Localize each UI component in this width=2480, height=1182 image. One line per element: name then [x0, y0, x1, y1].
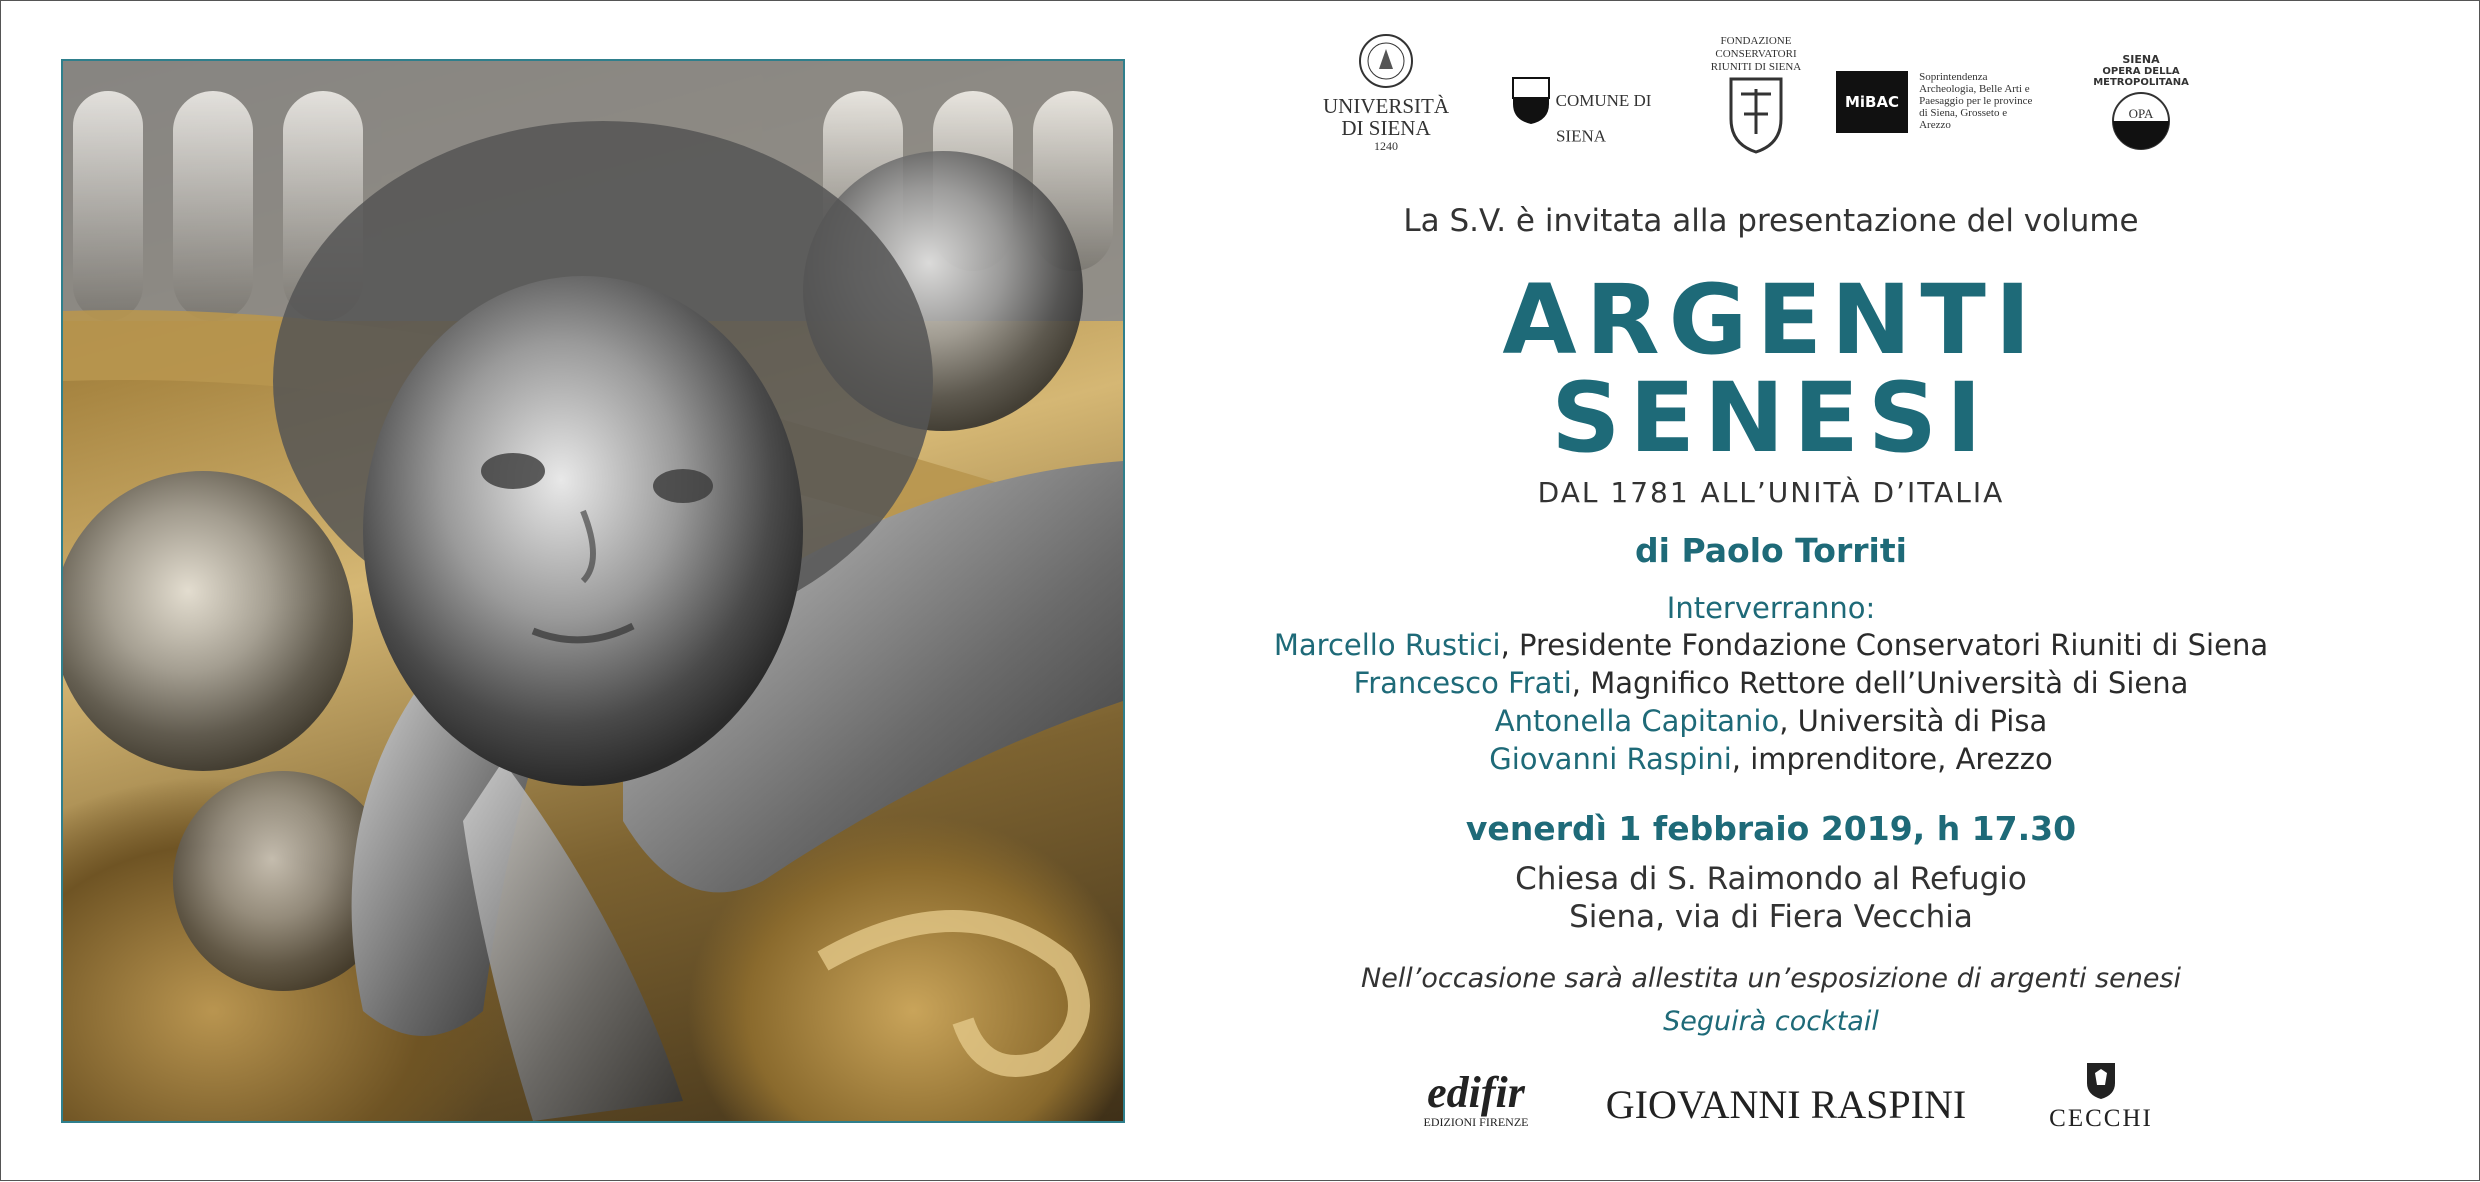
shield-icon	[1511, 76, 1551, 126]
book-title-line2: SENESI	[1551, 362, 1991, 474]
exhibition-note: Nell’occasione sarà allestita un’esposizione di argenti senesi	[1361, 963, 2181, 994]
speaker-role: , Magnifico Rettore dell’Università di Siena	[1571, 666, 2189, 700]
venue-address: Siena, via di Fiera Vecchia	[1569, 899, 1973, 935]
speaker-name: Marcello Rustici	[1273, 628, 1501, 662]
university-seal-icon	[1351, 31, 1421, 91]
venue-name: Chiesa di S. Raimondo al Refugio	[1515, 861, 2027, 897]
logo-fondazione: FONDAZIONE CONSERVATORI RIUNITI DI SIENA	[1696, 35, 1816, 158]
mibac-mark-icon: MiBAC	[1836, 71, 1908, 133]
invitation-text-panel	[1201, 1, 2341, 1182]
sponsor-logos	[1201, 1061, 2341, 1171]
logo-opera-metropolitana: SIENA OPERA DELLA METROPOLITANA OPA	[2056, 53, 2226, 158]
crest-icon	[1726, 74, 1786, 154]
cherub-photo	[61, 59, 1125, 1123]
book-title-line1: ARGENTI	[1502, 264, 2040, 376]
logo-comune-siena: COMUNE DI SIENA	[1486, 76, 1676, 147]
svg-text:OPA: OPA	[2128, 106, 2154, 121]
logo-edifir: edifir EDIZIONI FIRENZE	[1423, 1068, 1529, 1129]
logo-universita-siena: UNIVERSITÀ DI SIENA 1240	[1316, 31, 1456, 154]
cecchi-shield-icon	[2085, 1061, 2117, 1101]
logo-cecchi: CECCHI	[2031, 1061, 2171, 1133]
institution-logos	[1201, 31, 2341, 171]
speaker-line	[1201, 666, 2341, 700]
book-subtitle: DAL 1781 ALL’UNITÀ D’ITALIA	[1537, 476, 2005, 509]
speaker-line	[1201, 742, 2341, 776]
opa-seal-icon	[2111, 88, 2171, 154]
speaker-role: , Presidente Fondazione Conservatori Riuniti di Siena	[1500, 628, 2269, 662]
invitation-intro: La S.V. è invitata alla presentazione del volume	[1403, 203, 2139, 239]
cocktail-note: Seguirà cocktail	[1663, 1006, 1879, 1037]
speaker-name: Giovanni Raspini	[1489, 742, 1732, 776]
speaker-name: Antonella Capitanio	[1494, 704, 1780, 738]
speakers-heading: Interverranno:	[1666, 591, 1876, 625]
speaker-name: Francesco Frati	[1353, 666, 1572, 700]
speaker-line	[1201, 628, 2341, 662]
logo-giovanni-raspini: GIOVANNI RASPINI	[1605, 1082, 1967, 1127]
speaker-role: , imprenditore, Arezzo	[1731, 742, 2053, 776]
book-author: di Paolo Torriti	[1635, 531, 1907, 570]
event-date: venerdì 1 febbraio 2019, h 17.30	[1465, 809, 2077, 848]
speaker-role: , Università di Pisa	[1779, 704, 2048, 738]
logo-mibac: MiBAC Soprintendenza Archeologia, Belle Arti e Paesaggio per le province di Siena, Grosseto e Arezzo	[1836, 71, 2066, 133]
speaker-line	[1201, 704, 2341, 738]
